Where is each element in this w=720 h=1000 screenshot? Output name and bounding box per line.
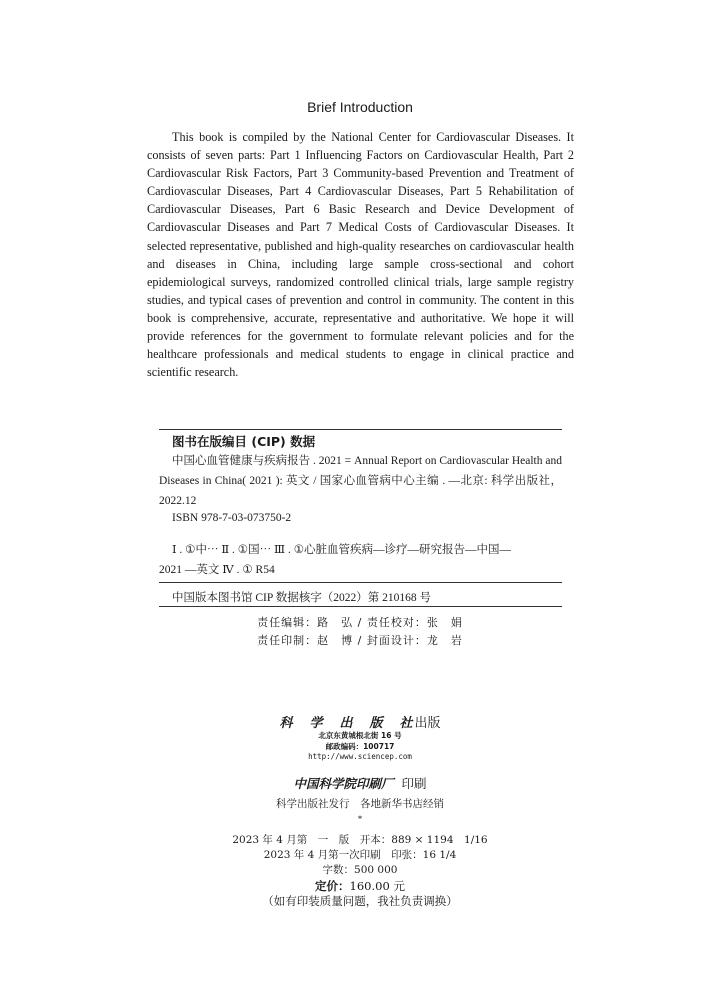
cip-top-rule xyxy=(159,429,562,430)
spec-line-1: 2023 年 4 月第 一 版 开本：889 × 1194 1/16 xyxy=(232,834,488,846)
price-line xyxy=(0,878,720,894)
publisher-url: http://www.sciencep.com xyxy=(308,752,412,761)
publisher-postcode: 邮政编码：100717 xyxy=(325,742,395,751)
intro-body: This book is compiled by the National Center for Cardiovascular Diseases. It consists of seven parts: Part 1 Influencing Factors on Cardiovascular Health, Part 2 Cardiovascular Risk Factors, Part 3 Community-based Prevention and Treatment of Cardiovascular Diseases, Part 4 Cardiovascular Diseases, Part 5 Rehabilitation of Cardiovascular Diseases, Part 6 Basic Research and Device Development of Cardiovascular Diseases and Part 7 Medical Costs of Cardiovascular Diseases. It selected representative, published and high-quality researches on cardiovascular health and diseases in China, including large sample cross-sectional and cohort epidemiological surveys, randomized controlled clinical trials, large sample registry studies, and typical cases of prevention and control in community. The content in this book is comprehensive, accurate, representative and authoritative. We hope it will provide references for the government to formulate relevant policies and for the healthcare professionals and medical students to engage in clinical practice and scientific research. xyxy=(147,130,574,380)
price-label: 定价： xyxy=(315,879,350,893)
publisher-address: 北京东黄城根北街 16 号 xyxy=(318,731,402,740)
publisher-name-suffix: 出版 xyxy=(414,716,441,731)
printer-line xyxy=(0,774,720,792)
cip-classification-1: Ⅰ . ①中⋯ Ⅱ . ①国⋯ Ⅲ . ①心脏血管疾病—诊疗—研究报告—中国— xyxy=(172,544,512,556)
spec-line-2: 2023 年 4 月第一次印刷 印张：16 1/4 xyxy=(263,849,457,861)
cip-middle-rule xyxy=(159,582,562,583)
cip-title: 图书在版编目 (CIP) 数据 xyxy=(172,434,316,449)
publisher-name-text: 科 学 出 版 社 xyxy=(279,716,415,731)
cip-classification-2: 2021 —英文 Ⅳ . ① R54 xyxy=(159,564,275,576)
cip-bottom-rule xyxy=(159,606,562,607)
distribution: 科学出版社发行 各地新华书店经销 xyxy=(276,798,444,810)
cip-record-number: 中国版本图书馆 CIP 数据核字（2022）第 210168 号 xyxy=(172,592,431,604)
publisher-name xyxy=(0,712,720,731)
editors-line-2: 责任印制：赵 博 / 封面设计：龙 岩 xyxy=(257,634,463,647)
editors-line-1: 责任编辑：路 弘 / 责任校对：张 娟 xyxy=(257,616,463,629)
intro-title: Brief Introduction xyxy=(307,99,413,115)
price-value: 160.00 元 xyxy=(349,879,405,893)
separator-star: * xyxy=(357,814,363,824)
cip-isbn: ISBN 978-7-03-073750-2 xyxy=(172,512,292,524)
cip-description: 中国心血管健康与疾病报告 . 2021 = Annual Report on Cardiovascular Health and Diseases in China( 2021 ): 英文 / 国家心血管病中心主编 . —北京: 科学出版社，2022.12 xyxy=(159,455,562,507)
quality-notice: （如有印装质量问题，我社负责调换） xyxy=(262,894,458,908)
printer-name: 中国科学院印刷厂 xyxy=(293,776,394,791)
word-count: 字数：500 000 xyxy=(322,864,398,876)
printer-suffix: 印刷 xyxy=(401,776,427,791)
